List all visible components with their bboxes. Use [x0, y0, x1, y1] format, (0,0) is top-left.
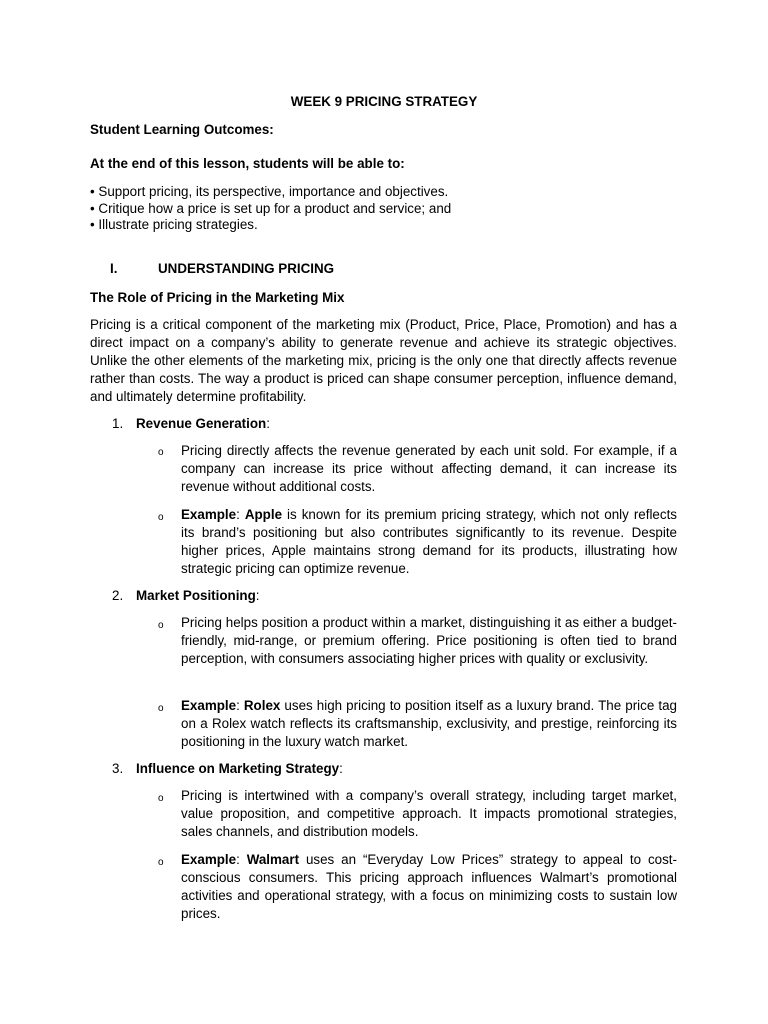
circle-bullet-icon: o — [158, 793, 164, 804]
list-number: 2. — [112, 588, 124, 603]
list-item: Pricing is intertwined with a company’s overall strategy, including target market, value proposition, and competitive approach. It impacts promotional strategies, sales channels, and distribution models. — [181, 788, 677, 839]
lesson-intro: At the end of this lesson, students will be able to: — [90, 156, 405, 171]
list-heading-text: Market Positioning — [136, 588, 256, 603]
outcomes-heading: Student Learning Outcomes: — [90, 122, 274, 137]
list-number: 1. — [112, 416, 124, 431]
list-heading: Influence on Marketing Strategy: — [136, 761, 343, 776]
circle-bullet-icon: o — [158, 447, 164, 458]
example-item: Example: Apple is known for its premium pricing strategy, which not only reflects its brand’s positioning but also contributes significantly to its revenue. Despite higher prices, Apple maintains strong demand for its products, illustrating how strategic pricing can optimize revenue. — [181, 507, 677, 576]
outcome-bullet: • Support pricing, its perspective, importance and objectives. — [90, 184, 449, 199]
list-number: 3. — [112, 761, 124, 776]
example-item: Example: Walmart uses an “Everyday Low Prices” strategy to appeal to cost-conscious consumers. This pricing approach influences Walmart’s promotional activities and operational strategy, with a focus on minimizing costs to sustain low prices. — [181, 852, 677, 921]
document-title: WEEK 9 PRICING STRATEGY — [290, 94, 478, 109]
circle-bullet-icon: o — [158, 512, 164, 523]
example-item: Example: Rolex uses high pricing to position itself as a luxury brand. The price tag on a Rolex watch reflects its craftsmanship, exclusivity, and prestige, reinforcing its positioning in the luxury watch market. — [181, 698, 677, 749]
list-item: Pricing directly affects the revenue generated by each unit sold. For example, if a company can increase its price without affecting demand, it can increase its revenue without additional costs. — [181, 443, 677, 494]
outcome-bullet: • Illustrate pricing strategies. — [90, 217, 258, 232]
circle-bullet-icon: o — [158, 703, 164, 714]
list-heading-text: Influence on Marketing Strategy — [136, 761, 340, 776]
list-heading: Market Positioning: — [136, 588, 260, 603]
list-heading: Revenue Generation: — [136, 416, 270, 431]
outcome-bullet: • Critique how a price is set up for a product and service; and — [90, 201, 452, 216]
list-heading-text: Revenue Generation — [136, 416, 267, 431]
intro-paragraph: Pricing is a critical component of the marketing mix (Product, Price, Place, Promotion) and has a direct impact on a company’s ability to generate revenue and achieve its strategic objectives. Unlike the other elements of the marketing mix, pricing is the only one that directly affects revenue rather than costs. The way a product is priced can shape consumer perception, influence demand, and ultimately determine profitability. — [90, 317, 677, 404]
circle-bullet-icon: o — [158, 620, 164, 631]
section-title: UNDERSTANDING PRICING — [158, 261, 335, 276]
section-number: I. — [110, 261, 118, 276]
subheading: The Role of Pricing in the Marketing Mix — [90, 290, 345, 305]
list-item: Pricing helps position a product within a market, distinguishing it as either a budget-friendly, mid-range, or premium offering. Price positioning is often tied to brand perception, with consumers associating higher prices with quality or exclusivity. — [181, 615, 677, 666]
circle-bullet-icon: o — [158, 857, 164, 868]
